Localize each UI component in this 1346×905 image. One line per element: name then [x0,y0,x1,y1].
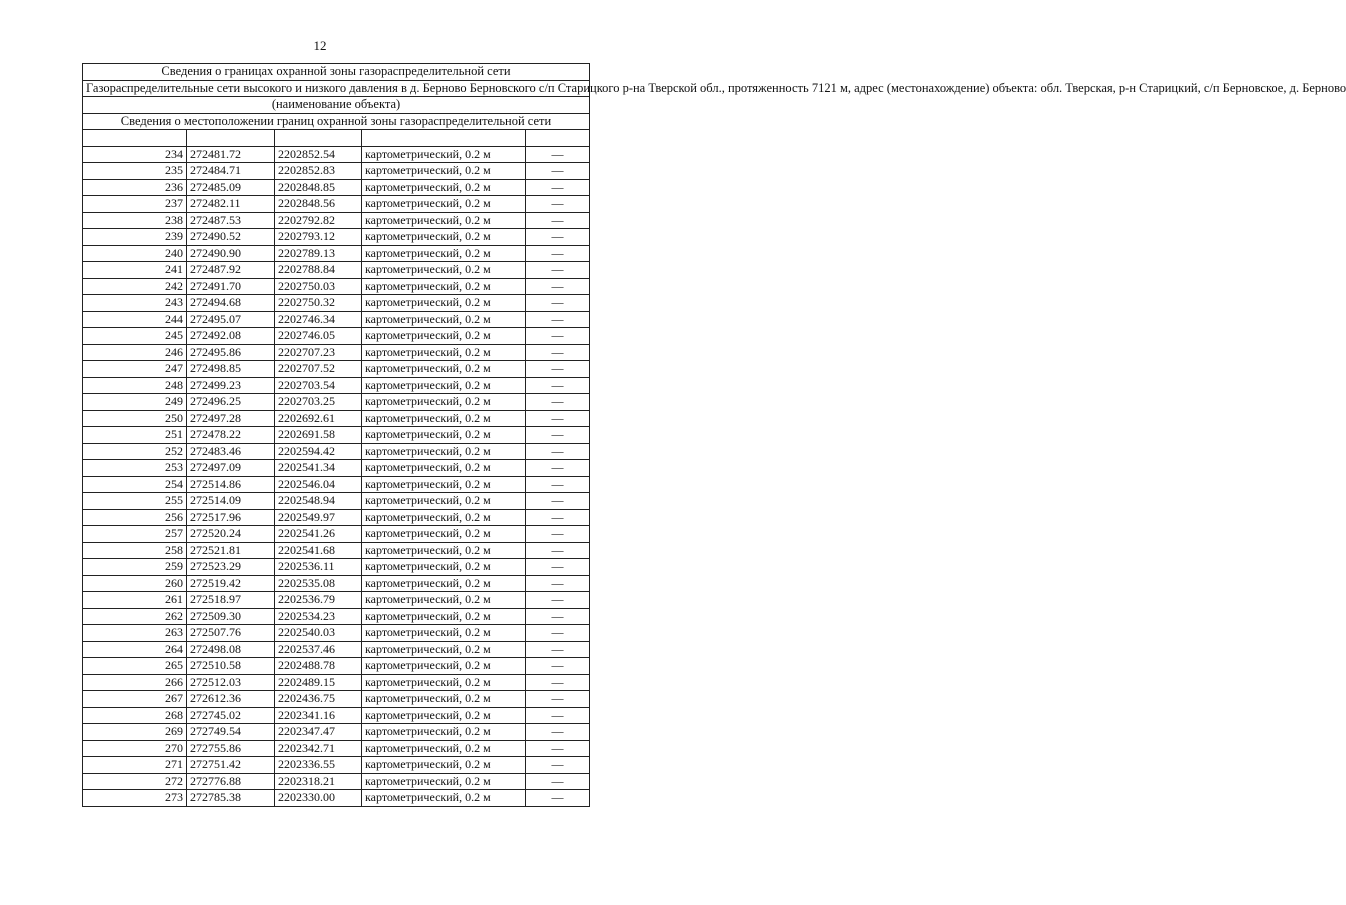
determination-method: картометрический, 0.2 м [362,740,526,757]
point-number: 259 [83,559,187,576]
point-number: 271 [83,757,187,774]
table-row [83,278,590,295]
point-number: 256 [83,509,187,526]
description-dash: — [526,526,590,543]
determination-method: картометрический, 0.2 м [362,328,526,345]
determination-method: картометрический, 0.2 м [362,163,526,180]
determination-method: картометрический, 0.2 м [362,526,526,543]
coord-x: 272490.90 [187,245,275,262]
description-dash: — [526,344,590,361]
table-row [83,328,590,345]
description-dash: — [526,361,590,378]
determination-method: картометрический, 0.2 м [362,757,526,774]
description-dash: — [526,394,590,411]
object-description: Газораспределительные сети высокого и низкого давления в д. Берново Берновского с/п Старицкого р-на Тверской обл., протяженность 7121 м, адрес (местонахождение) объекта: обл. Тверская, р-н Старицкий, с/п Берновское, д. Берново [83,80,590,97]
table-row [83,361,590,378]
coord-x: 272510.58 [187,658,275,675]
point-number: 250 [83,410,187,427]
coord-y: 2202541.34 [275,460,362,477]
description-dash: — [526,592,590,609]
determination-method: картометрический, 0.2 м [362,592,526,609]
description-dash: — [526,443,590,460]
coord-y: 2202536.79 [275,592,362,609]
point-number: 251 [83,427,187,444]
coord-x: 272517.96 [187,509,275,526]
determination-method: картометрический, 0.2 м [362,790,526,807]
point-number: 269 [83,724,187,741]
determination-method: картометрический, 0.2 м [362,229,526,246]
coord-x: 272497.28 [187,410,275,427]
table-row [83,592,590,609]
coord-y: 2202546.04 [275,476,362,493]
coord-y: 2202342.71 [275,740,362,757]
determination-method: картометрический, 0.2 м [362,295,526,312]
coord-y: 2202489.15 [275,674,362,691]
determination-method: картометрический, 0.2 м [362,674,526,691]
point-number: 237 [83,196,187,213]
point-number: 257 [83,526,187,543]
point-number: 234 [83,146,187,163]
description-dash: — [526,674,590,691]
description-dash: — [526,410,590,427]
table-row [83,559,590,576]
coord-x: 272523.29 [187,559,275,576]
table-row [83,757,590,774]
coord-y: 2202746.05 [275,328,362,345]
page-number: 12 [313,38,327,53]
coord-y: 2202707.52 [275,361,362,378]
description-dash: — [526,559,590,576]
determination-method: картометрический, 0.2 м [362,361,526,378]
table-row [83,608,590,625]
point-number: 245 [83,328,187,345]
description-dash: — [526,179,590,196]
determination-method: картометрический, 0.2 м [362,344,526,361]
determination-method: картометрический, 0.2 м [362,641,526,658]
coord-x: 272487.53 [187,212,275,229]
coord-x: 272776.88 [187,773,275,790]
description-dash: — [526,245,590,262]
table-row [83,377,590,394]
coord-y: 2202852.83 [275,163,362,180]
determination-method: картометрический, 0.2 м [362,262,526,279]
table-row [83,526,590,543]
coord-x: 272514.86 [187,476,275,493]
point-number: 236 [83,179,187,196]
coord-y: 2202750.32 [275,295,362,312]
coord-y: 2202318.21 [275,773,362,790]
table-row [83,493,590,510]
coord-x: 272519.42 [187,575,275,592]
section-title: Сведения о местоположении границ охранной зоны газораспределительной сети [83,113,590,130]
coord-y: 2202792.82 [275,212,362,229]
table-row [83,460,590,477]
description-dash: — [526,295,590,312]
description-dash: — [526,575,590,592]
description-dash: — [526,311,590,328]
coord-x: 272496.25 [187,394,275,411]
coord-y: 2202436.75 [275,691,362,708]
point-number: 248 [83,377,187,394]
coord-x: 272755.86 [187,740,275,757]
point-number: 253 [83,460,187,477]
table-row [83,410,590,427]
table-row [83,691,590,708]
coord-y: 2202537.46 [275,641,362,658]
coord-y: 2202330.00 [275,790,362,807]
description-dash: — [526,328,590,345]
point-number: 247 [83,361,187,378]
determination-method: картометрический, 0.2 м [362,559,526,576]
description-dash: — [526,493,590,510]
determination-method: картометрический, 0.2 м [362,476,526,493]
coord-y: 2202347.47 [275,724,362,741]
coord-x: 272612.36 [187,691,275,708]
point-number: 243 [83,295,187,312]
coord-y: 2202488.78 [275,658,362,675]
boundary-table [82,63,1346,807]
description-dash: — [526,377,590,394]
coord-x: 272512.03 [187,674,275,691]
determination-method: картометрический, 0.2 м [362,509,526,526]
coord-y: 2202707.23 [275,344,362,361]
coord-y: 2202852.54 [275,146,362,163]
description-dash: — [526,278,590,295]
point-number: 261 [83,592,187,609]
table-row [83,146,590,163]
point-number: 244 [83,311,187,328]
coord-x: 272507.76 [187,625,275,642]
determination-method: картометрический, 0.2 м [362,427,526,444]
point-number: 264 [83,641,187,658]
table-row [83,740,590,757]
determination-method: картометрический, 0.2 м [362,377,526,394]
determination-method: картометрический, 0.2 м [362,278,526,295]
point-number: 235 [83,163,187,180]
coord-y: 2202703.54 [275,377,362,394]
point-number: 267 [83,691,187,708]
table-row [83,542,590,559]
determination-method: картометрический, 0.2 м [362,394,526,411]
determination-method: картометрический, 0.2 м [362,773,526,790]
table-row [83,443,590,460]
coord-x: 272498.08 [187,641,275,658]
description-dash: — [526,608,590,625]
coord-x: 272514.09 [187,493,275,510]
determination-method: картометрический, 0.2 м [362,196,526,213]
table-row [83,344,590,361]
table-row [83,658,590,675]
coord-x: 272785.38 [187,790,275,807]
table-row [83,163,590,180]
description-dash: — [526,460,590,477]
coord-y: 2202788.84 [275,262,362,279]
description-dash: — [526,163,590,180]
point-number: 252 [83,443,187,460]
point-number: 240 [83,245,187,262]
coord-y: 2202548.94 [275,493,362,510]
coord-x: 272499.23 [187,377,275,394]
determination-method: картометрический, 0.2 м [362,625,526,642]
point-number: 255 [83,493,187,510]
coord-x: 272490.52 [187,229,275,246]
coord-x: 272497.09 [187,460,275,477]
coord-y: 2202793.12 [275,229,362,246]
coord-y: 2202692.61 [275,410,362,427]
determination-method: картометрический, 0.2 м [362,410,526,427]
point-number: 273 [83,790,187,807]
determination-method: картометрический, 0.2 м [362,212,526,229]
table-row [83,394,590,411]
description-dash: — [526,740,590,757]
determination-method: картометрический, 0.2 м [362,691,526,708]
coord-x: 272749.54 [187,724,275,741]
coord-y: 2202536.11 [275,559,362,576]
table-row [83,295,590,312]
coord-y: 2202541.26 [275,526,362,543]
coord-y: 2202789.13 [275,245,362,262]
coord-x: 272478.22 [187,427,275,444]
object-caption: (наименование объекта) [83,97,590,114]
description-dash: — [526,476,590,493]
table-row [83,262,590,279]
description-dash: — [526,658,590,675]
point-number: 263 [83,625,187,642]
table-row [83,773,590,790]
determination-method: картометрический, 0.2 м [362,542,526,559]
coord-y: 2202746.34 [275,311,362,328]
point-number: 242 [83,278,187,295]
table-row [83,707,590,724]
table-row [83,674,590,691]
point-number: 239 [83,229,187,246]
description-dash: — [526,625,590,642]
point-number: 241 [83,262,187,279]
description-dash: — [526,724,590,741]
determination-method: картометрический, 0.2 м [362,608,526,625]
description-dash: — [526,641,590,658]
table-row [83,575,590,592]
determination-method: картометрический, 0.2 м [362,575,526,592]
table-row [83,179,590,196]
coord-x: 272494.68 [187,295,275,312]
description-dash: — [526,262,590,279]
table-row [83,212,590,229]
coord-y: 2202848.85 [275,179,362,196]
coord-x: 272485.09 [187,179,275,196]
coord-y: 2202540.03 [275,625,362,642]
point-number: 258 [83,542,187,559]
description-dash: — [526,707,590,724]
point-number: 265 [83,658,187,675]
coord-y: 2202594.42 [275,443,362,460]
determination-method: картометрический, 0.2 м [362,493,526,510]
point-number: 270 [83,740,187,757]
description-dash: — [526,691,590,708]
description-dash: — [526,790,590,807]
table-row [83,427,590,444]
determination-method: картометрический, 0.2 м [362,460,526,477]
table-row [83,625,590,642]
table-row [83,311,590,328]
coord-x: 272745.02 [187,707,275,724]
coord-y: 2202535.08 [275,575,362,592]
table-row [83,509,590,526]
point-number: 238 [83,212,187,229]
determination-method: картометрический, 0.2 м [362,658,526,675]
description-dash: — [526,509,590,526]
coord-x: 272521.81 [187,542,275,559]
coord-x: 272520.24 [187,526,275,543]
coord-x: 272492.08 [187,328,275,345]
point-number: 272 [83,773,187,790]
description-dash: — [526,146,590,163]
description-dash: — [526,757,590,774]
determination-method: картометрический, 0.2 м [362,245,526,262]
determination-method: картометрический, 0.2 м [362,311,526,328]
coord-x: 272491.70 [187,278,275,295]
description-dash: — [526,773,590,790]
determination-method: картометрический, 0.2 м [362,179,526,196]
point-number: 266 [83,674,187,691]
table-row [83,229,590,246]
point-number: 246 [83,344,187,361]
coord-y: 2202534.23 [275,608,362,625]
table-row [83,790,590,807]
table-row [83,476,590,493]
coord-y: 2202341.16 [275,707,362,724]
determination-method: картометрический, 0.2 м [362,146,526,163]
table-row [83,641,590,658]
description-dash: — [526,196,590,213]
coord-x: 272481.72 [187,146,275,163]
coord-x: 272483.46 [187,443,275,460]
description-dash: — [526,212,590,229]
point-number: 262 [83,608,187,625]
coord-x: 272495.07 [187,311,275,328]
coord-x: 272498.85 [187,361,275,378]
coord-x: 272487.92 [187,262,275,279]
coord-x: 272509.30 [187,608,275,625]
point-number: 254 [83,476,187,493]
coord-y: 2202691.58 [275,427,362,444]
coord-y: 2202541.68 [275,542,362,559]
coord-y: 2202848.56 [275,196,362,213]
coord-y: 2202549.97 [275,509,362,526]
description-dash: — [526,542,590,559]
table-row [83,724,590,741]
description-dash: — [526,427,590,444]
coord-y: 2202703.25 [275,394,362,411]
coord-x: 272751.42 [187,757,275,774]
coord-y: 2202750.03 [275,278,362,295]
coord-x: 272495.86 [187,344,275,361]
coord-x: 272482.11 [187,196,275,213]
table-row [83,196,590,213]
point-number: 249 [83,394,187,411]
determination-method: картометрический, 0.2 м [362,707,526,724]
coord-y: 2202336.55 [275,757,362,774]
point-number: 268 [83,707,187,724]
coord-x: 272484.71 [187,163,275,180]
table-row [83,245,590,262]
point-number: 260 [83,575,187,592]
determination-method: картометрический, 0.2 м [362,724,526,741]
description-dash: — [526,229,590,246]
coord-x: 272518.97 [187,592,275,609]
header-spacer [83,130,590,147]
table-title: Сведения о границах охранной зоны газораспределительной сети [83,64,590,81]
determination-method: картометрический, 0.2 м [362,443,526,460]
